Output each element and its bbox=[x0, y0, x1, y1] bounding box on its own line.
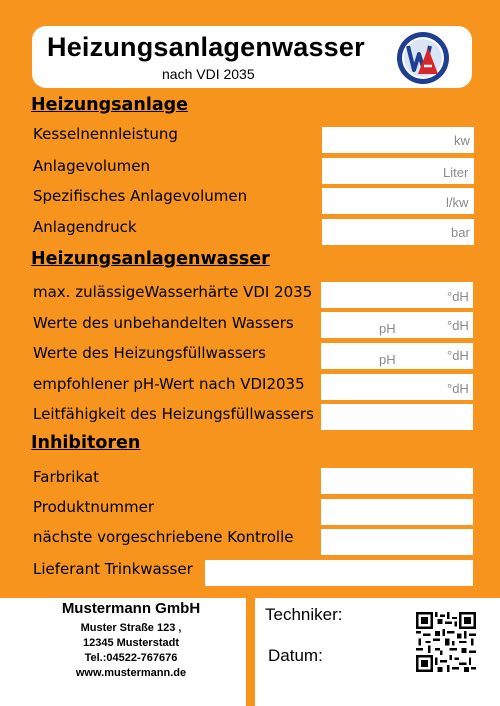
unit-l-kw: l/kw bbox=[446, 195, 469, 210]
company-phone: Tel.:04522-767676 bbox=[84, 652, 178, 664]
company-street: Muster Straße 123 , bbox=[80, 622, 182, 634]
label-leitfaehigkeit: Leitfähigkeit des Heizungsfüllwassers bbox=[33, 405, 314, 423]
unit-dh: °dH bbox=[447, 289, 469, 304]
company-web: www.mustermann.de bbox=[75, 667, 187, 679]
field-farbrikat[interactable] bbox=[321, 468, 473, 494]
page-title: Heizungsanlagenwasser bbox=[47, 32, 365, 62]
company-city: 12345 Musterstadt bbox=[83, 637, 179, 649]
label-anlagendruck: Anlagendruck bbox=[33, 218, 137, 236]
unit-liter: Liter bbox=[443, 165, 469, 180]
unit-ph: pH bbox=[379, 321, 396, 336]
date-label: Datum: bbox=[268, 646, 323, 665]
label-lieferant-trinkwasser: Lieferant Trinkwasser bbox=[33, 560, 193, 578]
page-subtitle: nach VDI 2035 bbox=[162, 66, 255, 82]
field-naechste-kontrolle[interactable] bbox=[321, 529, 473, 555]
unit-dh: °dH bbox=[447, 318, 469, 333]
label-anlagevolumen: Anlagevolumen bbox=[33, 157, 150, 175]
unit-bar: bar bbox=[451, 225, 470, 240]
unit-dh: °dH bbox=[447, 348, 469, 363]
label-empfohlener-ph-wert: empfohlener pH-Wert nach VDI2035 bbox=[33, 375, 305, 393]
field-lieferant-trinkwasser[interactable] bbox=[205, 560, 473, 586]
qr-code-icon bbox=[416, 612, 476, 672]
footer-divider bbox=[246, 598, 255, 706]
label-produktnummer: Produktnummer bbox=[33, 498, 155, 516]
section-wasser-title: Heizungsanlagenwasser bbox=[31, 249, 270, 269]
section-inhibitoren-title: Inhibitoren bbox=[31, 433, 141, 453]
section-heizungsanlage-title: Heizungsanlage bbox=[31, 95, 189, 115]
company-name: Mustermann GmbH bbox=[61, 600, 201, 617]
technician-label: Techniker: bbox=[265, 605, 343, 624]
label-max-wasserhaerte: max. zulässigeWasserhärte VDI 2035 bbox=[33, 283, 313, 301]
field-leitfaehigkeit[interactable] bbox=[321, 404, 473, 430]
unit-dh: °dH bbox=[447, 381, 469, 396]
label-heizungsfuellwasser: Werte des Heizungsfüllwassers bbox=[33, 344, 266, 362]
unit-ph: pH bbox=[379, 352, 396, 367]
unit-kw: kw bbox=[454, 133, 470, 148]
logo-icon bbox=[390, 30, 456, 86]
label-farbrikat: Farbrikat bbox=[33, 468, 99, 486]
field-kesselnennleistung[interactable] bbox=[322, 127, 474, 153]
field-produktnummer[interactable] bbox=[321, 499, 473, 525]
label-naechste-kontrolle: nächste vorgeschriebene Kontrolle bbox=[33, 528, 294, 546]
label-kesselnennleistung: Kesselnennleistung bbox=[33, 125, 178, 143]
label-unbehandeltes-wasser: Werte des unbehandelten Wassers bbox=[33, 314, 294, 332]
company-block bbox=[0, 598, 262, 681]
label-spezifisches-anlagevolumen: Spezifisches Anlagevolumen bbox=[33, 187, 248, 205]
